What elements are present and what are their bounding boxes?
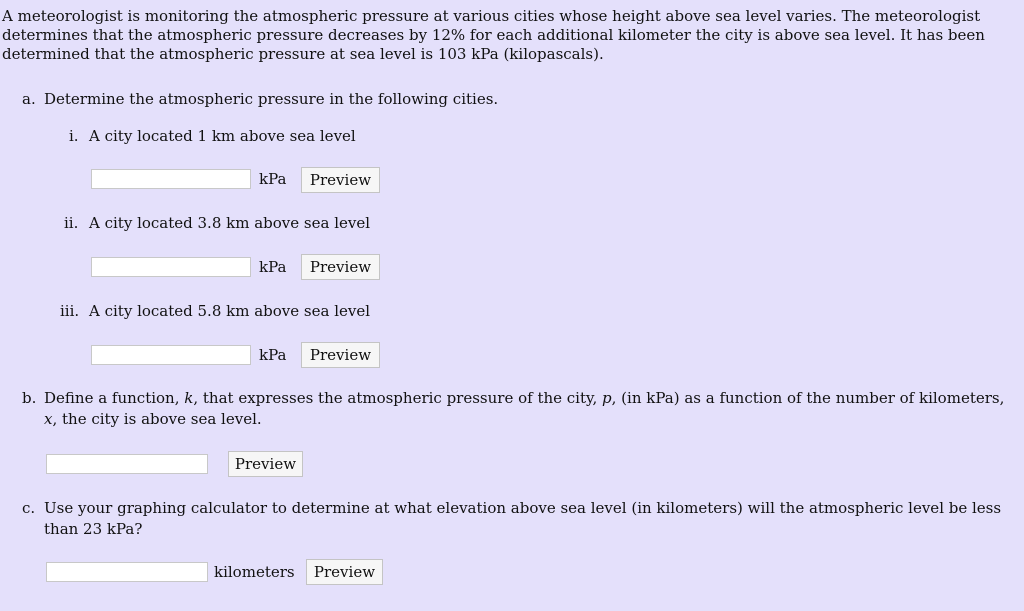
part-a-ii-preview-button[interactable]: Preview	[301, 254, 380, 280]
part-a-iii-question: A city located 5.8 km above sea level	[89, 302, 371, 320]
part-b-answer-input[interactable]	[46, 454, 208, 474]
part-a-question: Determine the atmospheric pressure in the following cities.	[44, 90, 499, 108]
part-a-label: a.	[22, 90, 36, 108]
part-b-label: b.	[22, 389, 37, 407]
part-b-preview-button[interactable]: Preview	[228, 451, 303, 477]
part-c-label: c.	[22, 499, 36, 517]
part-c-unit: kilometers	[214, 563, 295, 581]
part-a-iii-preview-button[interactable]: Preview	[301, 342, 380, 368]
part-a-i-question: A city located 1 km above sea level	[89, 127, 356, 145]
part-b-text-2: , that expresses the atmospheric pressure of the city,	[193, 389, 603, 407]
part-a-ii-unit: kPa	[259, 258, 287, 276]
part-c-preview-button[interactable]: Preview	[306, 559, 383, 585]
variable-x: x	[44, 410, 53, 428]
part-a-i-label: i.	[69, 127, 79, 145]
part-b-question	[44, 388, 1022, 430]
part-b-text-1: Define a function,	[44, 389, 185, 407]
part-a-i-answer-input[interactable]	[91, 169, 251, 189]
part-a-ii-answer-input[interactable]	[91, 257, 251, 277]
problem-statement: A meteorologist is monitoring the atmospheric pressure at various cities whose height above sea level varies. The meteorologist determines that the atmospheric pressure decreases by 12% for each additional kilometer the city is above sea level. It has been determined that the atmospheric pressure at sea level is 103 kPa (kilopascals).	[2, 7, 985, 63]
part-a-ii-label: ii.	[64, 214, 79, 232]
part-c-question: Use your graphing calculator to determine at what elevation above sea level (in kilometers) will the atmospheric level be less than 23 kPa?	[44, 499, 1002, 538]
part-a-iii-label: iii.	[60, 302, 80, 320]
part-b-text-3: , (in kPa) as a function of the number of kilometers,	[611, 389, 1005, 407]
variable-k: k	[184, 389, 194, 407]
part-a-i-preview-button[interactable]: Preview	[301, 167, 380, 193]
part-a-iii-unit: kPa	[259, 346, 287, 364]
part-a-iii-answer-input[interactable]	[91, 345, 251, 365]
part-a-i-unit: kPa	[259, 170, 287, 188]
part-a-ii-question: A city located 3.8 km above sea level	[89, 214, 371, 232]
part-b-text-4: , the city is above sea level.	[52, 410, 262, 428]
variable-p: p	[602, 389, 612, 407]
part-c-answer-input[interactable]	[46, 562, 208, 582]
